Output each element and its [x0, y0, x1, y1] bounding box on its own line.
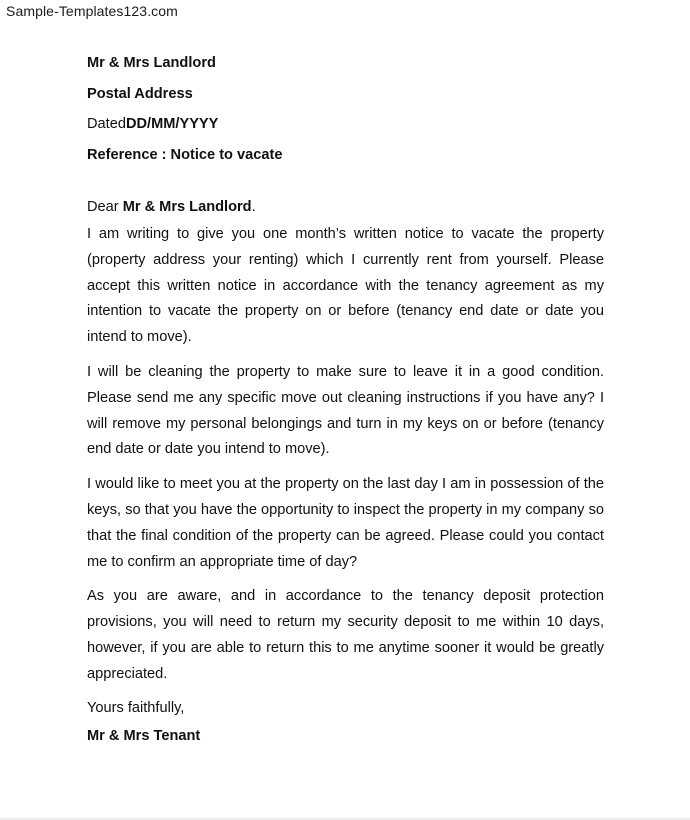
reference-line: Reference : Notice to vacate	[87, 146, 283, 163]
letter-body	[87, 52, 604, 747]
paragraph-deposit: As you are aware, and in accordance to the tenancy deposit protection provisions, you will need to return my security deposit to me within 10 days, however, if you are able to return this to me anytime sooner it would be greatly appreciated.	[87, 588, 604, 682]
paragraph-cleaning: I will be cleaning the property to make sure to leave it in a good condition. Please send me any specific move out cleaning instructions if you have any? I will remove my personal belongings and turn in my keys on or before (tenancy end date or date you intend to move).	[87, 363, 604, 458]
salutation-name: Mr & Mrs Landlord	[122, 199, 252, 215]
recipient-address: Postal Address	[87, 85, 193, 102]
salutation	[87, 196, 604, 218]
date-value: DD/MM/YYYY	[125, 116, 219, 132]
salutation-prefix: Dear	[87, 199, 123, 215]
date-line	[87, 113, 604, 144]
date-label: Dated	[87, 116, 126, 132]
salutation-suffix: .	[251, 199, 256, 215]
signature: Mr & Mrs Tenant	[87, 727, 201, 744]
paragraph-inspection: I would like to meet you at the property on the last day I am in possession of the keys, so that you have the opportunity to inspect the property in my company so that the final condition of the property can be agreed. Please could you contact me to confirm an appropriate time of day?	[87, 476, 604, 570]
watermark: Sample-Templates123.com	[6, 3, 178, 19]
paragraph-notice: I am writing to give you one month’s written notice to vacate the property (property address your renting) which I currently rent from yourself. Please accept this written notice in accordance with the tenancy agreement as my intention to vacate the property on or before (tenancy end date or date you intend to move).	[87, 226, 604, 346]
closing: Yours faithfully,	[87, 699, 185, 716]
recipient-name: Mr & Mrs Landlord	[87, 55, 216, 71]
